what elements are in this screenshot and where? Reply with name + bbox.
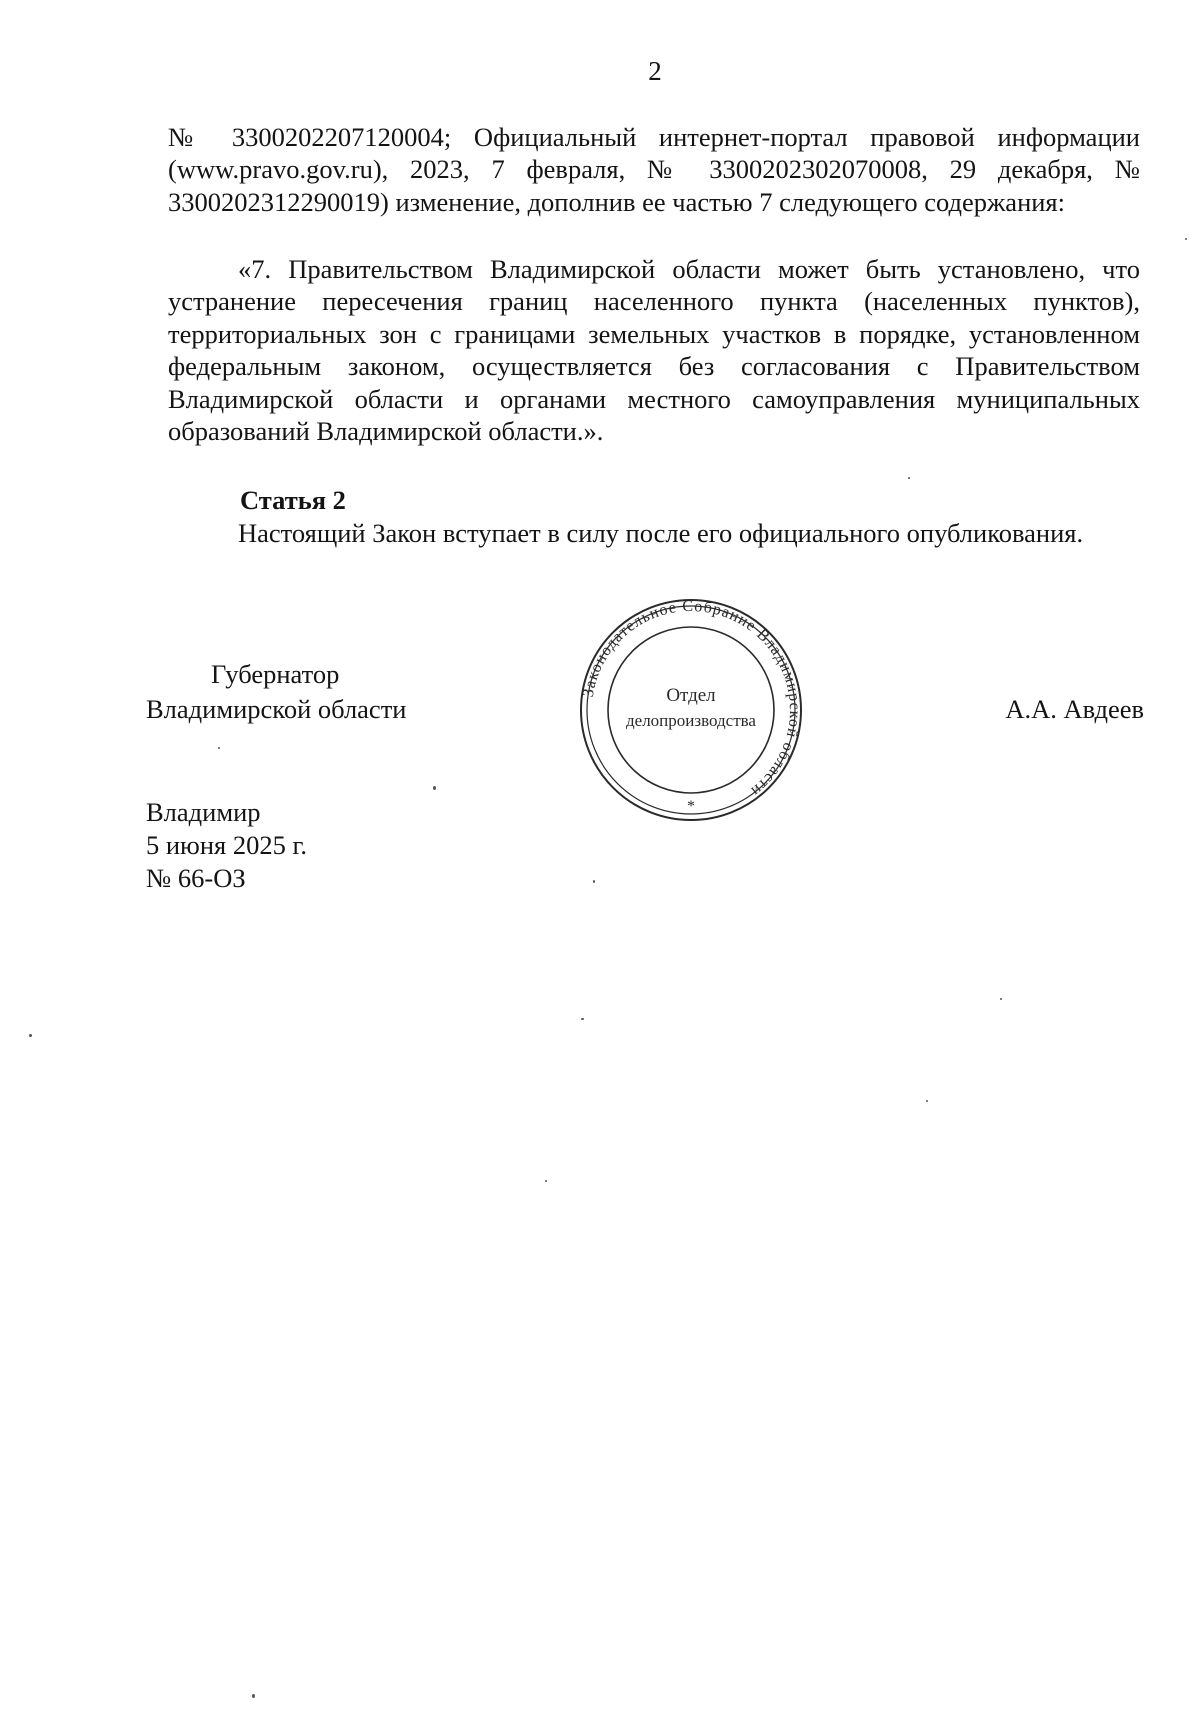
article-2-text: Настоящий Закон вступает в силу после его официального опубликования.: [238, 518, 1084, 548]
scan-speck: [581, 1018, 584, 1020]
stamp-star: *: [687, 798, 695, 815]
scan-speck: [433, 786, 436, 790]
stamp-center-line1: Отдел: [666, 685, 716, 706]
stamp-center-line2: делопроизводства: [626, 711, 756, 730]
scan-speck: [1000, 998, 1002, 1000]
signing-city: Владимир: [146, 797, 261, 827]
stamp-ring-textpath: Законодательное Собрание Владимирской области: [579, 597, 804, 801]
article-2-heading: Статья 2: [240, 485, 346, 515]
signatory-title: Губернатор: [211, 659, 340, 689]
amendment-intro-paragraph: № 3300202207120004; Официальный интернет-портал правовой информации (www.pravo.gov.ru), 2023, 7 февраля, № 3300202302070008, 29 декабря, № 3300202312290019) изменение, дополнив ее частью 7 следующего содержания:: [168, 122, 1140, 217]
scan-speck: [29, 1034, 32, 1037]
signatory-region: Владимирской области: [146, 694, 407, 724]
signing-date: 5 июня 2025 г.: [146, 830, 307, 860]
scan-speck: [545, 1180, 547, 1182]
scan-speck: [1185, 238, 1187, 240]
law-number: № 66-ОЗ: [146, 863, 246, 893]
scan-speck: [593, 880, 595, 883]
amendment-quote-paragraph: «7. Правительством Владимирской области может быть установлено, что устранение пересечения границ населенного пункта (населенных пунктов), территориальных зон с границами земельных участков в порядке, установленном федеральным законом, осуществляется без согласования с Правительством Владимирской области и органами местного самоуправления муниципальных образований Владимирской области.».: [168, 254, 1140, 447]
official-stamp: [578, 597, 804, 823]
scan-speck: [218, 747, 220, 749]
scan-speck: [252, 1694, 255, 1698]
scan-speck: [926, 1100, 928, 1102]
signatory-name: А.А. Авдеев: [1005, 694, 1144, 724]
page-number: 2: [648, 56, 662, 86]
scan-speck: [908, 477, 910, 479]
